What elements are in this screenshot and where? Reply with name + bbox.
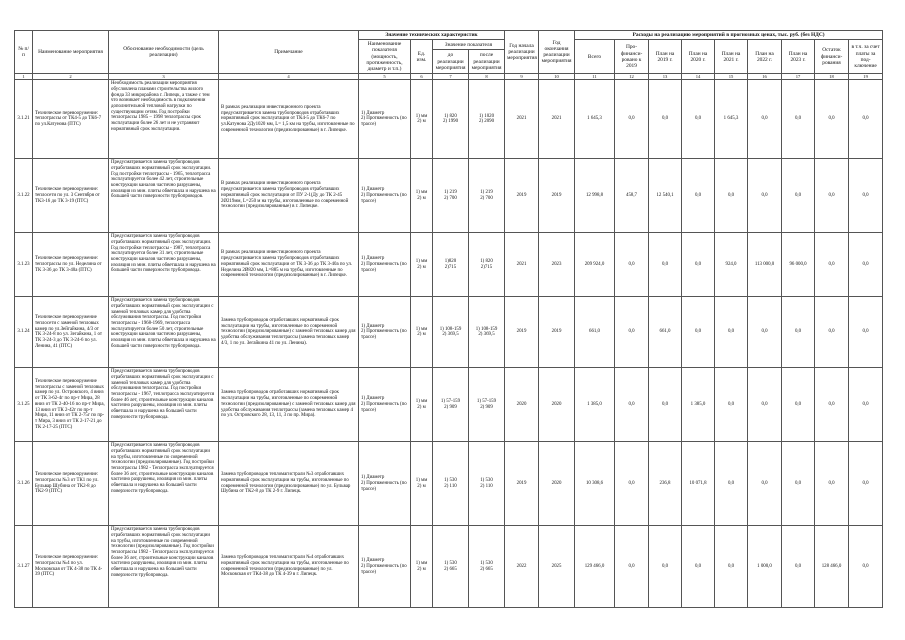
cost-total: 12 998,8 xyxy=(575,159,615,233)
year-end: 2025 xyxy=(539,526,575,608)
measure-name: Техническое перевооружение: теплотрассы №3 от ТК1 по ул. Бульвар Шубина от ТК2-8 до ТК2-9 (ПТС) xyxy=(33,442,109,526)
header-costs-group: Расходы на реализацию мероприятий в прогнозных ценах, тыс. руб. (без НДС) xyxy=(575,31,883,40)
row-number: 3.1.23 xyxy=(15,233,33,297)
value-after: 1) 219 2) 700 xyxy=(469,159,505,233)
column-number: 18 xyxy=(815,74,849,80)
cost-2020: 1 385,0 xyxy=(682,368,715,442)
header-num: № п/п xyxy=(15,31,33,74)
column-number: 9 xyxy=(505,74,539,80)
cost-payment: 0,0 xyxy=(849,159,883,233)
column-number: 11 xyxy=(575,74,615,80)
value-after: 1) 57-159 2) 909 xyxy=(469,368,505,442)
justification-cell: Предусматривается замена трубопроводов отработавших нормативный срок эксплуатации на трубы, изготовленные по современной технологии (предизолированные). Год постройки теплотрассы 1982 - Теплотрасса эксплуатируется более 36 лет, строительные конструкции каналов частично разрушены, изоляция из мин. плиты обветшала и нарушена на большей части поверхности трубопровода. xyxy=(109,442,219,526)
cost-payment: 0,0 xyxy=(849,526,883,608)
column-number: 12 xyxy=(615,74,649,80)
tech-indicator: 1) Диаметр 2) Протяженность (по трассе) xyxy=(359,368,411,442)
header-note: Примечание xyxy=(219,31,359,74)
note-cell: Замена трубопроводов отработавших нормативный срок эксплуатации на трубы, изготовленные по современной технологии (предизолированные) с заменой тепловых камер для удобства обслуживания теплотрассы (замена тепловых камер 4 по ул. Островского 28, 13, 11, 3 по пр. Мира). xyxy=(219,368,359,442)
table-row xyxy=(15,442,883,526)
tech-indicator: 1) Диаметр 2) Протяженность (по трассе) xyxy=(359,442,411,526)
table-row xyxy=(15,526,883,608)
tech-indicator: 1) Диаметр 2) Протяженность (по трассе) xyxy=(359,80,411,159)
year-end: 2023 xyxy=(539,233,575,297)
cost-2021: 1 645,3 xyxy=(715,80,748,159)
tech-indicator: 1) Диаметр 2) Протяженность (по трассе) xyxy=(359,233,411,297)
cost-total: 209 924,0 xyxy=(575,233,615,297)
cost-prefinanced: 458,7 xyxy=(615,159,649,233)
value-before: 1) 820 2) 1990 xyxy=(433,80,469,159)
column-number: 4 xyxy=(219,74,359,80)
year-start: 2019 xyxy=(505,297,539,368)
column-number: 16 xyxy=(748,74,782,80)
cost-2023: 96 000,0 xyxy=(782,233,815,297)
header-payment: в т.ч. за счет платы за под-ключение xyxy=(849,40,883,74)
cost-2022: 0,0 xyxy=(748,297,782,368)
header-y2022: План на 2022 г. xyxy=(748,40,782,74)
value-before: 1)820 2)715 xyxy=(433,233,469,297)
header-y2023: План на 2023 г. xyxy=(782,40,815,74)
tech-indicator: 1) Диаметр 2) Протяженность (по трассе) xyxy=(359,297,411,368)
column-number: 8 xyxy=(469,74,505,80)
cost-2022: 0,0 xyxy=(748,80,782,159)
year-start: 2019 xyxy=(505,159,539,233)
cost-total: 10 308,6 xyxy=(575,442,615,526)
cost-remaining: 0,0 xyxy=(815,159,849,233)
cost-payment: 0,0 xyxy=(849,80,883,159)
unit-cell: 1) мм 2) м xyxy=(411,526,433,608)
cost-2023: 0,0 xyxy=(782,297,815,368)
column-number: 17 xyxy=(782,74,815,80)
table-row xyxy=(15,80,883,159)
measure-name: Техническое перевооружение: теплотрассы №4 по ул. Московская от ТК 4-38 по ТК 4-39 (ПТС) xyxy=(33,526,109,608)
measure-name: Техническое перевооружение теплотрассы с заменой тепловых камер по ул. Островского, 4 вниз от ТК 3-62-4г по пр-т Мира, 28 вниз от ТК 2-40-16 по пр-т Мира, 13 вниз от ТК 2-42г по пр-т Мира, 11 вниз от ТК 2-75г по пр-т Мира, 3 вниз от ТК 2-17-21 до ТК 2-17-25 (ПТС) xyxy=(33,368,109,442)
cost-2019: 0,0 xyxy=(649,368,682,442)
cost-prefinanced: 0,0 xyxy=(615,368,649,442)
cost-payment: 0,0 xyxy=(849,368,883,442)
header-justification: Обоснование необходимости (цель реализации) xyxy=(109,31,219,74)
note-cell: В рамках реализации инвестиционного проекта предусматривается замена трубопроводов отработавших нормативный срок эксплуатации от ТК 3-36 до ТК 3-40а по ул. Неделина 2Ø820 мм, L=885 м на трубы, изготовленные по современной технологии (предизолированные) в г. Липецке. xyxy=(219,233,359,297)
year-start: 2021 xyxy=(505,80,539,159)
cost-2023: 0,0 xyxy=(782,442,815,526)
column-number: 13 xyxy=(649,74,682,80)
row-number: 3.1.21 xyxy=(15,80,33,159)
cost-2023: 0,0 xyxy=(782,159,815,233)
justification-cell: Предусматривается замена трубопроводов отработавших нормативный срок эксплуатации с заменой тепловых камер для удобства обслуживания теплотрассы. Год постройки теплотрассы - 1967, теплотрасса эксплуатируется более 46 лет, строительные конструкции каналов частично разрушены, изоляция из мин. плиты обветшала и нарушена на большей части поверхности трубопровода. xyxy=(109,368,219,442)
column-number: 7 xyxy=(433,74,469,80)
cost-2021: 0,0 xyxy=(715,526,748,608)
cost-2023: 0,0 xyxy=(782,368,815,442)
unit-cell: 1) мм 2) м xyxy=(411,80,433,159)
cost-2021: 0,0 xyxy=(715,297,748,368)
cost-payment: 0,0 xyxy=(849,442,883,526)
table-row xyxy=(15,368,883,442)
header-after: после реализации мероприятия xyxy=(469,50,505,74)
value-before: 1) 219 2) 700 xyxy=(433,159,469,233)
column-number: 2 xyxy=(33,74,109,80)
header-y2021: План на 2021 г. xyxy=(715,40,748,74)
value-after: 1) 108-159 2) 369,5 xyxy=(469,297,505,368)
cost-prefinanced: 0,0 xyxy=(615,80,649,159)
cost-2023: 0,0 xyxy=(782,526,815,608)
header-tech-group: Значение технических характеристик xyxy=(359,31,505,40)
cost-remaining: 0,0 xyxy=(815,442,849,526)
cost-2022: 0,0 xyxy=(748,368,782,442)
cost-2019: 0,0 xyxy=(649,233,682,297)
row-number: 3.1.27 xyxy=(15,526,33,608)
cost-2020: 0,0 xyxy=(682,159,715,233)
header-remaining: Остаток финанси-рования xyxy=(815,40,849,74)
value-before: 1) 530 2) 110 xyxy=(433,442,469,526)
header-unit: Ед. изм. xyxy=(411,40,433,74)
value-before: 1) 530 2) 665 xyxy=(433,526,469,608)
column-number: 14 xyxy=(682,74,715,80)
header-values-group: Значение показателя xyxy=(433,40,505,50)
tech-indicator: 1) Диаметр 2) Протяженность (по трассе) xyxy=(359,526,411,608)
year-end: 2019 xyxy=(539,159,575,233)
header-tech-name: Наименование показателя (мощность, протяженность, диаметр и т.п.) xyxy=(359,40,411,74)
cost-prefinanced: 0,0 xyxy=(615,526,649,608)
justification-cell: Необходимость реализации мероприятия обусловлена планами строительства жилого фонда 33 микрорайона г. Липецк, а также с тем что возникает необходимость в подключении дополнительной тепловой нагрузки по существующим сетям. Год постройки теплотрассы 1985 – 1998 теплотрассы срок эксплуатации более 26 лет и не устраняют нормативный срок эксплуатации. xyxy=(109,80,219,159)
year-end: 2019 xyxy=(539,297,575,368)
cost-total: 1 645,3 xyxy=(575,80,615,159)
unit-cell: 1) мм 2) м xyxy=(411,368,433,442)
year-start: 2021 xyxy=(505,233,539,297)
year-end: 2020 xyxy=(539,442,575,526)
cost-prefinanced: 0,0 xyxy=(615,442,649,526)
note-cell: Замена трубопроводов отработавших нормативный срок эксплуатации на трубы, изготовленные по современной технологии (предизолированные) с заменой тепловых камер для удобства обслуживания теплотрассы (замена тепловых камер 4/3, 1 по ул. Зегайкина 41 по ул. Ленина). xyxy=(219,297,359,368)
note-cell: В рамках реализации инвестиционного проекта предусматривается замена трубопроводов отработавших нормативный срок эксплуатации от ПУ 2-1(Ду до ТК 2-45 2Ø219мм, L=250 м на трубы, изготовленные по современной технологии (предизолированные) в г. Липецке. xyxy=(219,159,359,233)
measure-name: Техническое перевооружение: теплотрассы от ТК4-5 до ТК6-7 по ул.Катунова (ПТС) xyxy=(33,80,109,159)
row-number: 3.1.26 xyxy=(15,442,33,526)
cost-2020: 0,0 xyxy=(682,233,715,297)
justification-cell: Предусматривается замена трубопроводов отработавших нормативный срок эксплуатации с заменой тепловых камер для удобства обслуживания теплотрассы. Год постройки теплотрассы - 1968-1969, теплотрасса эксплуатируется более 50 лет, строительные конструкции каналов частично разрушены, изоляция из мин. плиты обветшала и нарушена на большей части поверхности трубопровода. xyxy=(109,297,219,368)
row-number: 3.1.25 xyxy=(15,368,33,442)
value-after: 1) 1020 2) 2090 xyxy=(469,80,505,159)
cost-remaining: 0,0 xyxy=(815,233,849,297)
value-before: 1) 57-159 2) 909 xyxy=(433,368,469,442)
unit-cell: 1) мм 2) м xyxy=(411,159,433,233)
cost-2021: 0,0 xyxy=(715,368,748,442)
tech-indicator: 1) Диаметр 2) Протяженность (по трассе) xyxy=(359,159,411,233)
year-start: 2022 xyxy=(505,526,539,608)
cost-2021: 0,0 xyxy=(715,159,748,233)
justification-cell: Предусматривается замена трубопроводов отработавших нормативный срок эксплуатации. Год постройки теплотрассы - 1987, теплотрасса эксплуатируется более 31 лет, строительные конструкции каналов частично разрушены, изоляция из мин. плиты обветшала и нарушена на большей части поверхности трубопровода. xyxy=(109,233,219,297)
cost-prefinanced: 0,0 xyxy=(615,297,649,368)
cost-2021: 0,0 xyxy=(715,442,748,526)
cost-2022: 113 000,0 xyxy=(748,233,782,297)
value-after: 1) 820 2)715 xyxy=(469,233,505,297)
cost-2020: 0,0 xyxy=(682,297,715,368)
header-before: до реализации мероприятия xyxy=(433,50,469,74)
justification-cell: Предусматривается замена трубопроводов отработавших нормативный срок эксплуатации. Год постройки теплотрассы - 1965, теплотрасса эксплуатируется более 42 лет, строительные конструкции каналов частично разрушены, изоляция из мин. плиты обветшала и нарушена на большей части поверхности трубопроводов. xyxy=(109,159,219,233)
measure-name: Техническое перевооружение теплосети с заменой тепловых камер по ул.Зейгайкина, 4/3 от ТК 3-24-8 по ул. Зегайкина, 1 от ТК 3-24-3 до ТК 3-24-6 по ул. Ленина, 41 (ПТС) xyxy=(33,297,109,368)
cost-total: 661,0 xyxy=(575,297,615,368)
header-total: Всего xyxy=(575,40,615,74)
measure-name: Техническое перевооружение: теплотрассы по ул. Неделина от ТК 3-36 до ТК 3-40а (ПТС) xyxy=(33,233,109,297)
table-row xyxy=(15,233,883,297)
cost-remaining: 128 466,0 xyxy=(815,526,849,608)
header-prefinanced: Про-финанси-ровано к 2019 xyxy=(615,40,649,74)
cost-2023: 0,0 xyxy=(782,80,815,159)
column-number: 10 xyxy=(539,74,575,80)
cost-2020: 10 071,8 xyxy=(682,442,715,526)
column-number: 15 xyxy=(715,74,748,80)
value-before: 1) 108-159 2) 369,5 xyxy=(433,297,469,368)
note-cell: Замена трубопроводов тепломагистрали №3 отработавших нормативный срок эксплуатации на трубы, изготовленные по современной технологии (предизолированные) по ул. Бульвар Шубина от ТК2-8 до ТК 2-9 г. Липецк. xyxy=(219,442,359,526)
year-start: 2019 xyxy=(505,442,539,526)
header-year-start: Год начала реализации мероприятия xyxy=(505,31,539,74)
column-number: 3 xyxy=(109,74,219,80)
note-cell: Замена трубопроводов тепломагистрали №4 отработавших нормативный срок эксплуатации на трубы, изготовленные по современной технологии (предизолированные) по ул. Московская от ТК4-38 до ТК 4-39 в г. Липецк. xyxy=(219,526,359,608)
measure-name: Техническое перевооружение: теплосети по ул. 3 Сентября от ТК3-16 до ТК 3-19 (ПТС) xyxy=(33,159,109,233)
year-end: 2021 xyxy=(539,80,575,159)
cost-2022: 0,0 xyxy=(748,442,782,526)
note-cell: В рамках реализации инвестиционного проекта предусматривается замена трубопроводов отработавших нормативный срок эксплуатации от ТК4-5 до ТК6-7 по ул.Катунова 2Ду1020 мм, L= 1,5 км на трубы, изготовленные по современной технологии (предизолированные) в г. Липецке. xyxy=(219,80,359,159)
cost-remaining: 0,0 xyxy=(815,297,849,368)
year-end: 2020 xyxy=(539,368,575,442)
unit-cell: 1) мм 2) м xyxy=(411,233,433,297)
justification-cell: Предусматривается замена трубопроводов отработавших нормативный срок эксплуатации на трубы, изготовленные по современной технологии (предизолированные). Год постройки теплотрассы 1982 - Теплотрасса эксплуатируется более 36 лет, строительные конструкции каналов частично разрушены, изоляция из мин. плиты обветшала и нарушена на большей части поверхности трубопровода. xyxy=(109,526,219,608)
header-year-end: Год окончания реализации мероприятия xyxy=(539,31,575,74)
unit-cell: 1) мм 2) м xyxy=(411,442,433,526)
cost-2020: 0,0 xyxy=(682,526,715,608)
cost-2020: 0,0 xyxy=(682,80,715,159)
year-start: 2020 xyxy=(505,368,539,442)
header-name: Наименование мероприятия xyxy=(33,31,109,74)
cost-2022: 1 000,0 xyxy=(748,526,782,608)
cost-2019: 12 540,1 xyxy=(649,159,682,233)
header-y2020: План на 2020 г. xyxy=(682,40,715,74)
cost-payment: 0,0 xyxy=(849,297,883,368)
table-row xyxy=(15,297,883,368)
column-number: 19 xyxy=(849,74,883,80)
cost-2019: 236,8 xyxy=(649,442,682,526)
value-after: 1) 530 2) 665 xyxy=(469,526,505,608)
investment-program-table xyxy=(14,30,882,608)
row-number: 3.1.24 xyxy=(15,297,33,368)
cost-2019: 661,0 xyxy=(649,297,682,368)
cost-remaining: 0,0 xyxy=(815,80,849,159)
header-y2019: План на 2019 г. xyxy=(649,40,682,74)
cost-total: 129 466,0 xyxy=(575,526,615,608)
column-number: 1 xyxy=(15,74,33,80)
cost-2021: 924,0 xyxy=(715,233,748,297)
cost-prefinanced: 0,0 xyxy=(615,233,649,297)
unit-cell: 1) мм 2) м xyxy=(411,297,433,368)
cost-remaining: 0,0 xyxy=(815,368,849,442)
cost-payment: 0,0 xyxy=(849,233,883,297)
cost-2022: 0,0 xyxy=(748,159,782,233)
row-number: 3.1.22 xyxy=(15,159,33,233)
value-after: 1) 530 2) 110 xyxy=(469,442,505,526)
cost-2019: 0,0 xyxy=(649,80,682,159)
cost-total: 1 385,0 xyxy=(575,368,615,442)
column-number: 5 xyxy=(359,74,411,80)
column-number: 6 xyxy=(411,74,433,80)
table-row xyxy=(15,159,883,233)
measures-table xyxy=(14,30,883,608)
cost-2019: 0,0 xyxy=(649,526,682,608)
